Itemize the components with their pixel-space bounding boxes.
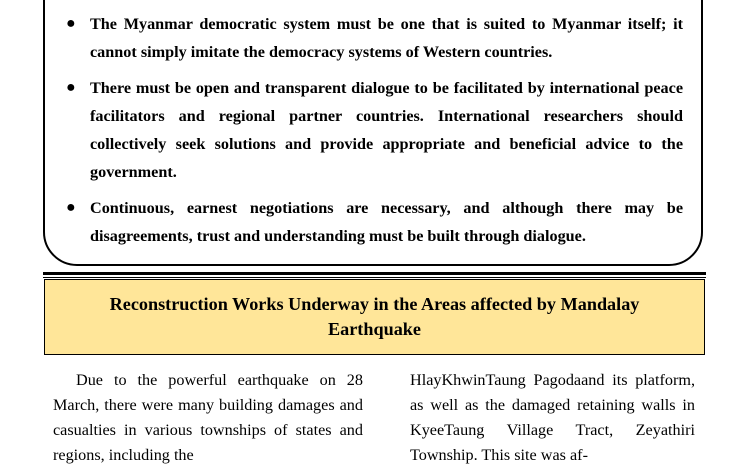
section-divider-thin: [43, 277, 706, 278]
bullet-icon: ●: [66, 199, 76, 216]
bullet-icon: ●: [66, 79, 76, 96]
principles-list: [45, 10, 705, 258]
section-divider-thick: [43, 272, 706, 275]
principles-box: [43, 0, 703, 266]
principle-text: There must be open and transparent dialogue to be facilitated by international peace facilitators and regional partner countries. International researchers should collectively seek solutions and provide appropriate and beneficial advice to the government.: [90, 79, 683, 181]
article-column-right: HlayKhwinTaung Pagodaand its platform, as well as the damaged retaining walls in KyeeTaung Village Tract, Zeyathiri Township. This site was af-: [410, 371, 695, 464]
bullet-icon: ●: [66, 15, 76, 32]
principle-text: The Myanmar democratic system must be one that is suited to Myanmar itself; it cannot simply imitate the democracy systems of Western countries.: [90, 15, 683, 61]
article-title: Reconstruction Works Underway in the Areas affected by Mandalay Earthquake: [109, 294, 640, 339]
principle-item: [66, 74, 683, 186]
principle-item: [66, 10, 683, 66]
principle-text: Continuous, earnest negotiations are necessary, and although there may be disagreements, trust and understanding must be built through dialogue.: [90, 199, 683, 245]
article-title-box: [44, 279, 705, 355]
principle-item: [66, 194, 683, 250]
article-column-left: Due to the powerful earthquake on 28 March, there were many building damages and casualties in various townships of states and regions, including the: [53, 371, 363, 464]
